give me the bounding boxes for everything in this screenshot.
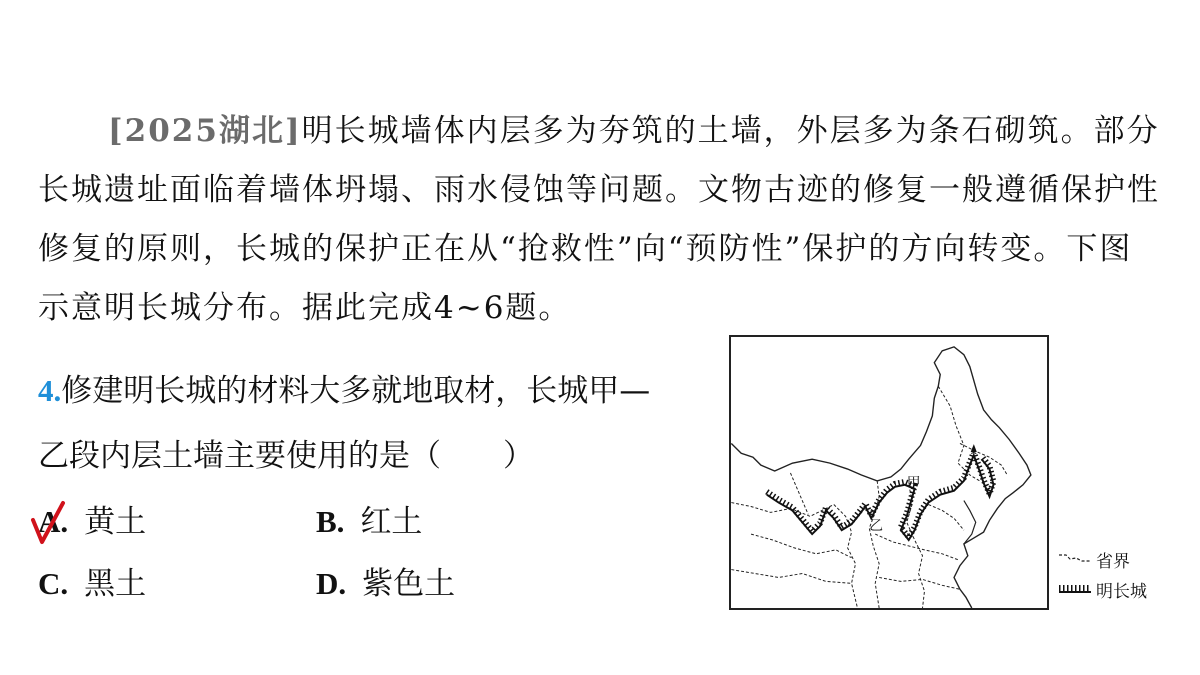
legend-province-boundary [1058,547,1188,571]
province-boundary [938,386,979,481]
option-d[interactable] [316,562,455,606]
option-d-text: 紫色土 [362,566,456,602]
reading-passage [38,102,1163,338]
option-b[interactable] [316,500,422,544]
province-boundary [928,505,963,531]
ming-great-wall-map [729,335,1049,610]
national-border [731,347,1031,608]
option-c-letter: C. [38,566,69,601]
province-boundary [879,577,960,589]
legend-great-wall [1058,577,1188,601]
great-wall-icon [1058,581,1092,595]
province-boundary [751,534,852,558]
correct-answer-check-icon [30,500,69,546]
passage-source: [2025湖北] [108,113,302,149]
option-b-letter: B. [316,504,345,539]
province-boundary [790,473,808,514]
option-a-text: 黄土 [84,504,147,540]
label-yi: 乙 [869,518,884,535]
map-svg [731,337,1047,608]
legend-boundary-label: 省界 [1096,552,1130,572]
option-b-text: 红土 [360,504,423,540]
passage-text: 明长城墙体内层多为夯筑的土墙，外层多为条石砌筑。部分长城遗址面临着墙体坍塌、雨水侵蚀等问题。文物古迹的修复一般遵循保护性修复的原则，长城的保护正在从“抢救性”向“预防性”保护的方向转变。下图示意明长城分布。据此完成4~6题。 [38,113,1160,326]
option-c[interactable] [38,562,146,606]
legend-great-wall-label: 明长城 [1096,582,1147,602]
question-number: 4. [38,373,62,408]
question-text: 修建明长城的材料大多就地取材，长城甲—乙段内层土墙主要使用的是（ ） [38,373,651,474]
province-boundary [731,570,851,584]
option-d-letter: D. [316,566,347,601]
label-jia: 甲 [906,474,921,491]
question-4 [38,358,678,489]
option-c-text: 黑土 [84,566,147,602]
option-a-letter: A. [38,504,69,539]
province-boundary [875,534,958,560]
province-boundary-icon [1058,551,1092,565]
